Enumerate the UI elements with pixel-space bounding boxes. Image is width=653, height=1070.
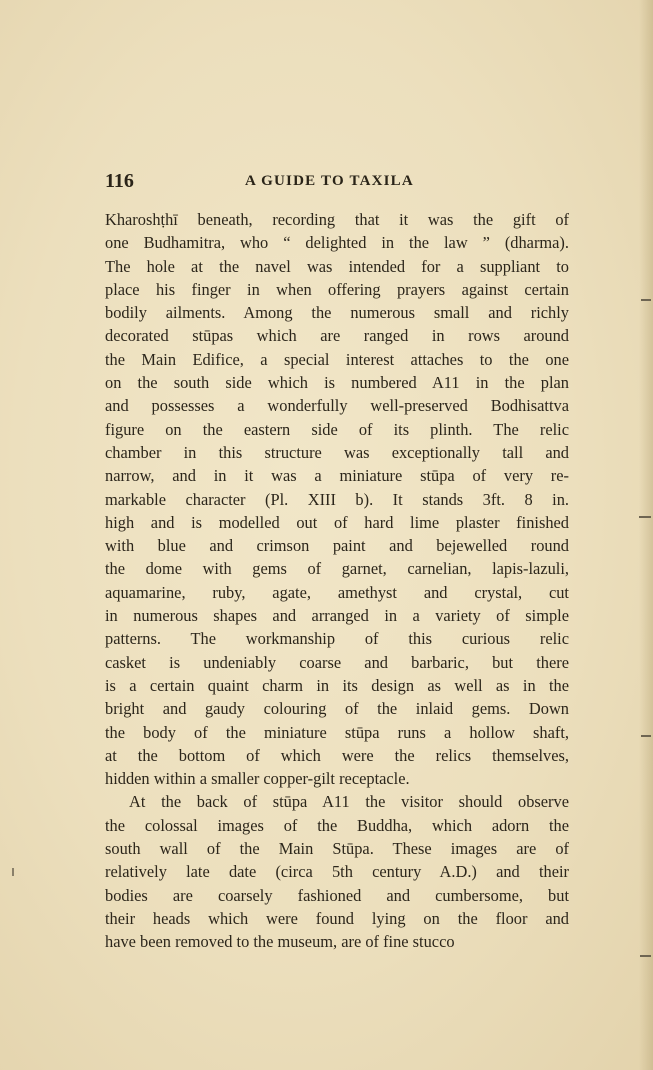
text-line: bodily ailments. Among the numerous small and richly (105, 303, 569, 323)
text-line: decorated stūpas which are ranged in rows around (105, 326, 569, 346)
text-line: with blue and crimson paint and bejewelled round (105, 536, 569, 556)
text-line: Kharoshṭhī beneath, recording that it was the gift of (105, 210, 569, 229)
scan-mark (641, 735, 651, 737)
text-line: relatively late date (circa 5th century A.D.) and their (105, 862, 569, 882)
text-line: narrow, and in it was a miniature stūpa of very re- (105, 466, 569, 486)
text-line: bright and gaudy colouring of the inlaid gems. Down (105, 699, 569, 719)
body-text (105, 208, 569, 954)
text-line: their heads which were found lying on the floor and (105, 908, 569, 928)
text-line: the Main Edifice, a special interest attaches to the one (105, 349, 569, 369)
text-line: patterns. The workmanship of this curious relic (105, 629, 569, 649)
page-header (105, 170, 567, 194)
text-line: figure on the eastern side of its plinth. The relic (105, 419, 569, 439)
scan-mark (641, 299, 651, 301)
text-line: place his finger in when offering prayers against certain (105, 279, 569, 299)
text-line: one Budhamitra, who “ delighted in the law ” (dharma). (105, 233, 569, 253)
text-line: high and is modelled out of hard lime plaster finished (105, 512, 569, 532)
text-line: the colossal images of the Buddha, which adorn the (105, 815, 569, 835)
text-line: chamber in this structure was exceptionally tall and (105, 442, 569, 462)
text-line: casket is undeniably coarse and barbaric, but there (105, 652, 569, 672)
text-line: aquamarine, ruby, agate, amethyst and crystal, cut (105, 582, 569, 602)
text-line: at the bottom of which were the relics themselves, (105, 745, 569, 765)
text-line: have been removed to the museum, are of fine stucco (105, 932, 455, 952)
text-line: in numerous shapes and arranged in a variety of simple (105, 606, 569, 626)
text-line: on the south side which is numbered A11 in the plan (105, 373, 569, 393)
running-title: A GUIDE TO TAXILA (245, 173, 414, 189)
text-line: and possesses a wonderfully well-preserved Bodhisattva (105, 396, 569, 416)
text-line: bodies are coarsely fashioned and cumbersome, but (105, 885, 569, 905)
text-line: hidden within a smaller copper-gilt receptacle. (105, 769, 410, 789)
page-number: 116 (105, 170, 134, 192)
scan-mark (639, 516, 651, 518)
text-line: south wall of the Main Stūpa. These images are of (105, 839, 569, 859)
text-line: At the back of stūpa A11 the visitor should observe (129, 792, 569, 812)
text-line: markable character (Pl. XIII b). It stands 3ft. 8 in. (105, 489, 569, 509)
text-line: is a certain quaint charm in its design as well as in the (105, 675, 569, 695)
scan-mark (12, 868, 14, 876)
scan-mark (640, 955, 651, 957)
text-line: the dome with gems of garnet, carnelian, lapis-lazuli, (105, 559, 569, 579)
page-edge-shadow (639, 0, 653, 1070)
text-line: the body of the miniature stūpa runs a hollow shaft, (105, 722, 569, 742)
text-line: The hole at the navel was intended for a suppliant to (105, 256, 569, 276)
